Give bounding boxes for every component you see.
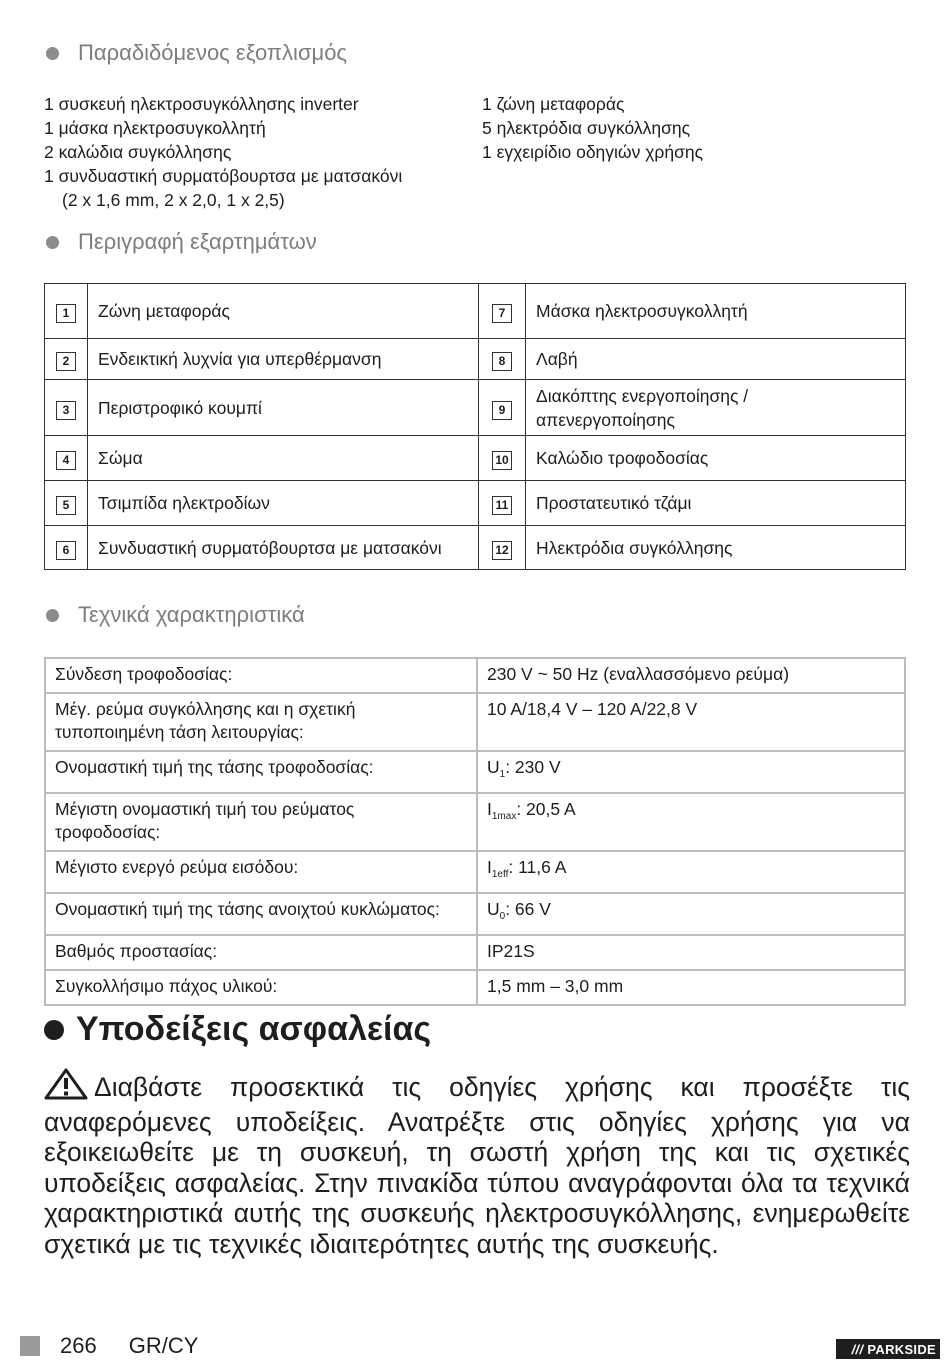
part-label-line: απενεργοποίησης — [536, 409, 675, 430]
supply-list-right — [482, 92, 703, 164]
spec-value: 1,5 mm – 3,0 mm — [477, 970, 905, 1005]
list-item: 1 μάσκα ηλεκτροσυγκολλητή — [44, 118, 266, 138]
part-label: Σώμα — [88, 436, 479, 481]
table-row — [45, 481, 906, 526]
supply-list-left — [44, 92, 402, 212]
part-number: 4 — [56, 451, 76, 470]
bullet-icon — [46, 47, 59, 60]
part-label-line: Διακόπτης ενεργοποίησης / — [536, 385, 749, 406]
part-number: 10 — [492, 451, 512, 470]
brand-mark: /// — [851, 1341, 864, 1357]
spec-subscript: 1max — [491, 811, 517, 822]
spec-value-text: : 11,6 A — [508, 857, 567, 877]
section-title: Περιγραφή εξαρτημάτων — [78, 229, 317, 254]
part-number-cell — [45, 526, 88, 570]
part-label — [526, 380, 906, 436]
warning-triangle-icon — [44, 1068, 88, 1107]
spec-label-line: Μέγ. ρεύμα συγκόλλησης και η σχετική — [55, 699, 356, 719]
spec-subscript: 1 — [499, 769, 506, 780]
part-number-cell — [479, 526, 526, 570]
part-label: Τσιμπίδα ηλεκτροδίων — [88, 481, 479, 526]
part-label: Περιστροφικό κουμπί — [88, 380, 479, 436]
safety-heading — [44, 1010, 431, 1049]
tech-specs-table — [44, 657, 906, 1006]
section-heading-supply — [46, 40, 347, 66]
bullet-icon — [46, 609, 59, 622]
table-row — [45, 751, 905, 793]
part-number-cell — [45, 380, 88, 436]
part-number-cell — [45, 481, 88, 526]
part-number: 12 — [492, 541, 512, 560]
part-number: 5 — [56, 496, 76, 515]
page-footer — [20, 1333, 198, 1359]
spec-symbol: I — [487, 857, 492, 877]
part-label: Ζώνη μεταφοράς — [88, 284, 479, 339]
table-row — [45, 380, 906, 436]
spec-symbol: U — [487, 757, 500, 777]
part-number: 1 — [56, 304, 76, 323]
table-row — [45, 893, 905, 935]
part-number-cell — [479, 436, 526, 481]
list-item: 1 ζώνη μεταφοράς — [482, 94, 625, 114]
spec-label — [45, 693, 477, 751]
brand-name: PARKSIDE — [867, 1341, 936, 1357]
page-number: 266 — [60, 1333, 97, 1358]
part-number-cell — [479, 284, 526, 339]
spec-symbol: I — [487, 799, 492, 819]
spec-value — [477, 851, 905, 893]
part-label: Ηλεκτρόδια συγκόλλησης — [526, 526, 906, 570]
spec-label: Ονομαστική τιμή της τάσης ανοιχτού κυκλώματος: — [45, 893, 477, 935]
part-label: Προστατευτικό τζάμι — [526, 481, 906, 526]
spec-label-line: τροφοδοσίας: — [55, 822, 161, 842]
table-row — [45, 693, 905, 751]
bullet-icon — [46, 236, 59, 249]
table-row — [45, 851, 905, 893]
part-number: 11 — [492, 496, 512, 515]
spec-label — [45, 793, 477, 851]
brand-logo — [836, 1339, 940, 1359]
spec-label-line: τυποποιημένη τάση λειτουργίας: — [55, 722, 304, 742]
spec-label-line: Μέγιστη ονομαστική τιμή του ρεύματος — [55, 799, 355, 819]
table-row — [45, 436, 906, 481]
table-row — [45, 526, 906, 570]
part-label: Καλώδιο τροφοδοσίας — [526, 436, 906, 481]
section-heading-parts — [46, 229, 317, 255]
spec-value: IP21S — [477, 935, 905, 970]
part-number-cell — [479, 380, 526, 436]
part-number-cell — [479, 339, 526, 380]
section-title: Παραδιδόμενος εξοπλισμός — [78, 40, 348, 65]
safety-paragraph — [44, 1068, 910, 1259]
table-row — [45, 793, 905, 851]
part-number: 6 — [56, 541, 76, 560]
region-code: GR/CY — [128, 1333, 199, 1358]
spec-value — [477, 793, 905, 851]
part-number: 8 — [492, 352, 512, 371]
part-label: Ενδεικτική λυχνία για υπερθέρμανση — [88, 339, 479, 380]
spec-label: Μέγιστο ενεργό ρεύμα εισόδου: — [45, 851, 477, 893]
part-number: 9 — [492, 401, 512, 420]
spec-value: 10 A/18,4 V – 120 A/22,8 V — [477, 693, 905, 751]
spec-value — [477, 751, 905, 793]
section-heading-tech — [46, 602, 305, 628]
table-row — [45, 970, 905, 1005]
part-label: Συνδυαστική συρματόβουρτσα με ματσακόνι — [88, 526, 479, 570]
part-number: 7 — [492, 304, 512, 323]
spec-value — [477, 893, 905, 935]
part-number: 3 — [56, 401, 76, 420]
spec-subscript: 0 — [499, 911, 506, 922]
spec-label: Σύνδεση τροφοδοσίας: — [45, 658, 477, 693]
parts-table — [44, 283, 906, 570]
table-row — [45, 284, 906, 339]
spec-subscript: 1eff — [491, 869, 509, 880]
safety-title: Υποδείξεις ασφαλείας — [76, 1010, 432, 1048]
part-number-cell — [479, 481, 526, 526]
list-item: 1 εγχειρίδιο οδηγιών χρήσης — [482, 142, 704, 162]
table-row — [45, 935, 905, 970]
spec-label: Βαθμός προστασίας: — [45, 935, 477, 970]
bullet-icon — [44, 1020, 64, 1040]
part-label: Λαβή — [526, 339, 906, 380]
part-number: 2 — [56, 352, 76, 371]
table-row — [45, 339, 906, 380]
list-item: 5 ηλεκτρόδια συγκόλλησης — [482, 118, 691, 138]
spec-value-text: : 20,5 A — [516, 799, 576, 819]
footer-marker-icon — [20, 1336, 40, 1356]
part-number-cell — [45, 284, 88, 339]
safety-text: Διαβάστε προσεκτικά τις οδηγίες χρήσης και προσέξτε τις αναφερόμενες υποδείξεις. Ανατρέξτε στις οδηγίες χρήσης για να εξοικειωθείτε με τη συσκευή, τη σωστή χρήση της και τις σχετικές υποδείξεις ασφαλείας. Στην πινακίδα τύπου αναγράφονται όλα τα τεχνικά χαρακτηριστικά αυτής της συσκευής ηλεκτροσυγκόλλησης, ενημερωθείτε σχετικά με τις τεχνικές ιδιαιτερότητες αυτής της συσκευής. — [44, 1072, 910, 1259]
list-item: 1 συσκευή ηλεκτροσυγκόλλησης inverter — [44, 94, 359, 114]
spec-value-text: : 66 V — [505, 899, 551, 919]
spec-value: 230 V ~ 50 Hz (εναλλασσόμενο ρεύμα) — [477, 658, 905, 693]
spec-label: Ονομαστική τιμή της τάσης τροφοδοσίας: — [45, 751, 477, 793]
part-number-cell — [45, 436, 88, 481]
part-label: Μάσκα ηλεκτροσυγκολλητή — [526, 284, 906, 339]
list-item: 1 συνδυαστική συρματόβουρτσα με ματσακόνι — [44, 166, 403, 186]
part-number-cell — [45, 339, 88, 380]
spec-symbol: U — [487, 899, 500, 919]
table-row — [45, 658, 905, 693]
list-item: 2 καλώδια συγκόλλησης — [44, 142, 232, 162]
spec-label: Συγκολλήσιμο πάχος υλικού: — [45, 970, 477, 1005]
list-item: (2 x 1,6 mm, 2 x 2,0, 1 x 2,5) — [62, 190, 285, 210]
section-title: Τεχνικά χαρακτηριστικά — [78, 602, 305, 627]
spec-value-text: : 230 V — [505, 757, 561, 777]
